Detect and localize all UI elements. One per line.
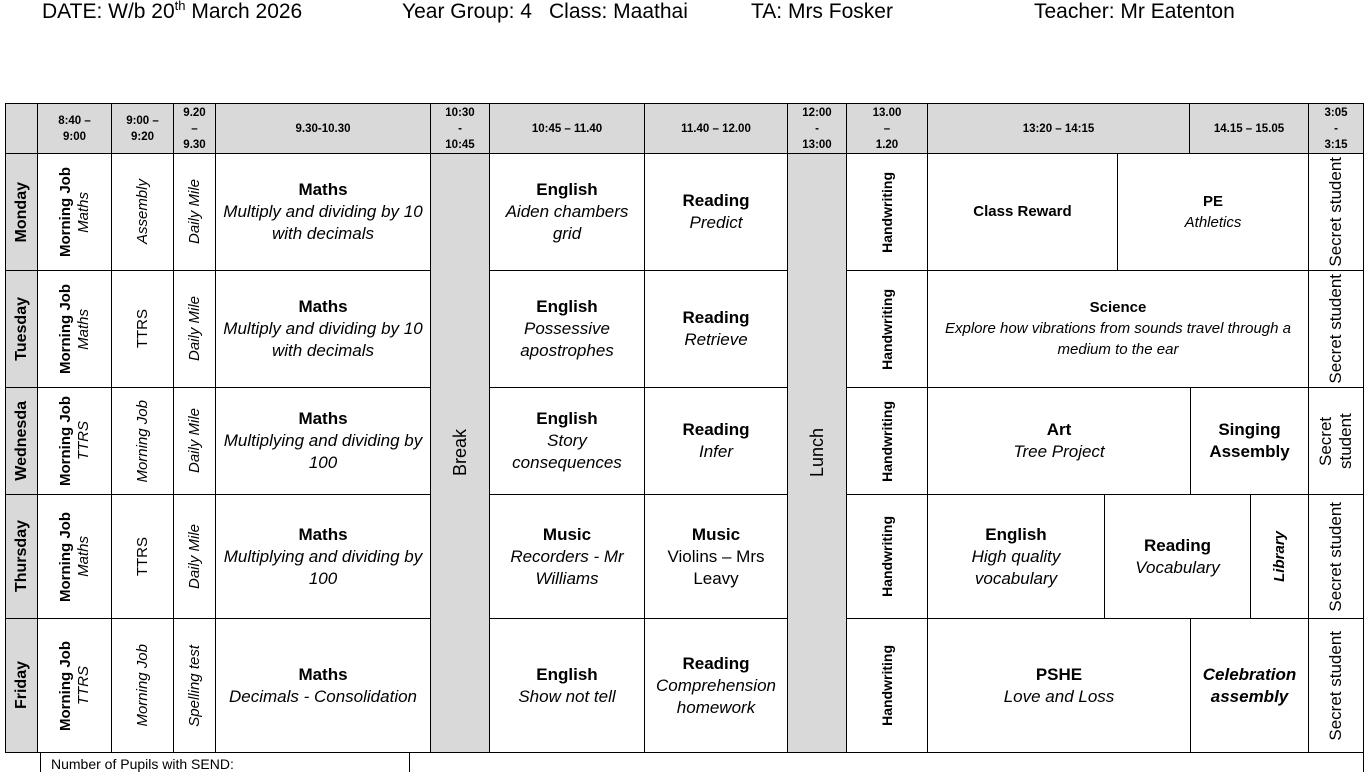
reading-lesson: Reading Infer: [644, 387, 788, 495]
english-lesson: English Possessive apostrophes: [489, 270, 645, 388]
time-header: 9.20 – 9.30: [173, 103, 216, 154]
time-header: 10:45 – 11.40: [489, 103, 645, 154]
handwriting-cell: Handwriting: [846, 270, 928, 388]
library-cell: Library: [1250, 494, 1309, 619]
ttrs-cell: TTRS: [111, 494, 174, 619]
english-lesson: English Show not tell: [489, 618, 645, 753]
english-lesson: English Aiden chambers grid: [489, 153, 645, 271]
morning-job-cell: Morning Job Maths: [37, 494, 112, 619]
reading-lesson: Reading Predict: [644, 153, 788, 271]
maths-lesson: Maths Multiply and dividing by 10 with decimals: [215, 153, 431, 271]
day-label-tuesday: Tuesday: [5, 270, 38, 388]
handwriting-cell: Handwriting: [846, 153, 928, 271]
teacher-name: Teacher: Mr Eatenton: [1034, 0, 1235, 23]
time-header: 10:30 - 10:45: [430, 103, 490, 154]
class-reward-cell: Class Reward: [927, 153, 1118, 271]
handwriting-cell: Handwriting: [846, 618, 928, 753]
art-lesson: Art Tree Project: [927, 387, 1191, 495]
assembly-cell: Assembly: [111, 153, 174, 271]
reading-lesson: Reading Retrieve: [644, 270, 788, 388]
morning-job-cell: Morning Job TTRS: [37, 387, 112, 495]
ta-name: TA: Mrs Fosker: [751, 0, 893, 23]
maths-lesson: Maths Multiplying and dividing by 100: [215, 494, 431, 619]
time-header: 12:00 - 13:00: [787, 103, 847, 154]
spelling-test-cell: Spelling test: [173, 618, 216, 753]
pshe-lesson: PSHE Love and Loss: [927, 618, 1191, 753]
singing-assembly-cell: Singing Assembly: [1190, 387, 1309, 495]
daily-mile-cell: Daily Mile: [173, 153, 216, 271]
reading-vocabulary-lesson: Reading Vocabulary: [1104, 494, 1251, 619]
morning-job-cell: Morning Job Maths: [37, 153, 112, 271]
time-header: 13:20 – 14:15: [927, 103, 1190, 154]
date-label: DATE: W/b 20th March 2026: [42, 0, 303, 23]
english-lesson: English Story consequences: [489, 387, 645, 495]
lunch-column: Lunch: [787, 153, 847, 753]
music-violins-lesson: Music Violins – Mrs Leavy: [644, 494, 788, 619]
maths-lesson: Maths Multiply and dividing by 10 with decimals: [215, 270, 431, 388]
reading-lesson: Reading Comprehension homework: [644, 618, 788, 753]
daily-mile-cell: Daily Mile: [173, 387, 216, 495]
secret-student-cell: Secret student: [1308, 494, 1364, 619]
science-lesson: Science Explore how vibrations from sounds travel through a medium to the ear: [927, 270, 1309, 388]
morning-job-2-cell: Morning Job: [111, 387, 174, 495]
maths-lesson: Maths Multiplying and dividing by 100: [215, 387, 431, 495]
english-vocabulary-lesson: English High quality vocabulary: [927, 494, 1105, 619]
morning-job-2-cell: Morning Job: [111, 618, 174, 753]
footer-box: [409, 752, 1364, 772]
celebration-assembly-cell: Celebration assembly: [1190, 618, 1309, 753]
handwriting-cell: Handwriting: [846, 387, 928, 495]
year-group: Year Group: 4: [402, 0, 532, 23]
time-header: 11.40 – 12.00: [644, 103, 788, 154]
ttrs-cell: TTRS: [111, 270, 174, 388]
send-box: [40, 752, 410, 772]
secret-student-cell: Secret student: [1308, 387, 1364, 495]
morning-job-cell: Morning Job TTRS: [37, 618, 112, 753]
class-name: Class: Maathai: [549, 0, 688, 23]
daily-mile-cell: Daily Mile: [173, 270, 216, 388]
music-recorders-lesson: Music Recorders - Mr Williams: [489, 494, 645, 619]
break-column: Break: [430, 153, 490, 753]
maths-lesson: Maths Decimals - Consolidation: [215, 618, 431, 753]
time-header: 13.00 – 1.20: [846, 103, 928, 154]
daily-mile-cell: Daily Mile: [173, 494, 216, 619]
corner-cell: [5, 103, 38, 154]
time-header: 9.30-10.30: [215, 103, 431, 154]
time-header: 9:00 – 9:20: [111, 103, 174, 154]
morning-job-cell: Morning Job Maths: [37, 270, 112, 388]
day-label-thursday: Thursday: [5, 494, 38, 619]
secret-student-cell: Secret student: [1308, 270, 1364, 388]
day-label-wednesday: Wednesda: [5, 387, 38, 495]
time-header: 3:05 - 3:15: [1308, 103, 1364, 154]
secret-student-cell: Secret student: [1308, 618, 1364, 753]
handwriting-cell: Handwriting: [846, 494, 928, 619]
secret-student-cell: Secret student: [1308, 153, 1364, 271]
pe-lesson: PE Athletics: [1117, 153, 1309, 271]
time-header: 8:40 – 9:00: [37, 103, 112, 154]
time-header: 14.15 – 15.05: [1189, 103, 1309, 154]
day-label-monday: Monday: [5, 153, 38, 271]
day-label-friday: Friday: [5, 618, 38, 753]
send-label: Number of Pupils with SEND:: [51, 756, 234, 772]
